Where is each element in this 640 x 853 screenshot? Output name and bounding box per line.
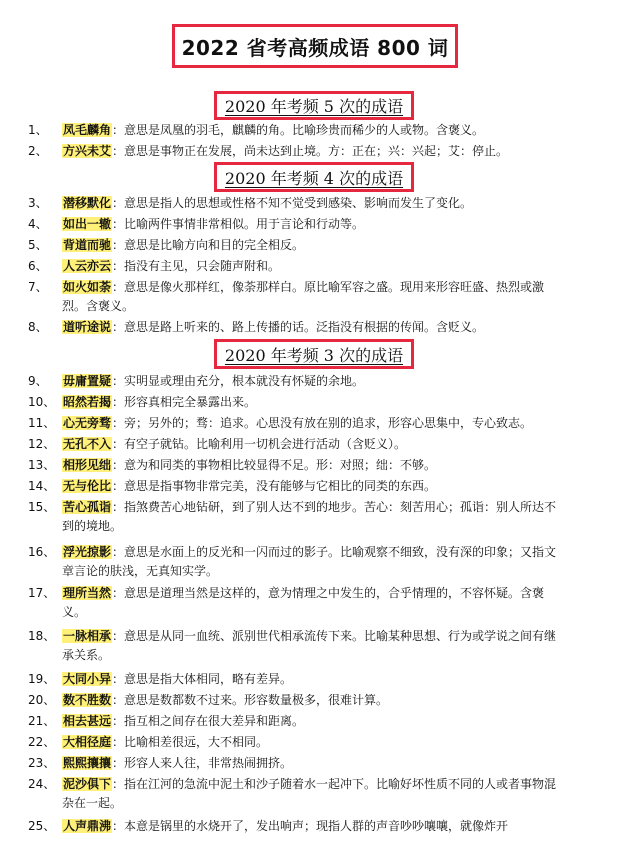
- idiom-term: 毋庸置疑: [63, 374, 112, 388]
- section-heading-text: 2020 年考频 4 次的成语: [224, 168, 404, 188]
- list-item: 6、 人云亦云：指没有主见，只会随声附和。: [62, 257, 562, 276]
- list-item: 2、 方兴未艾：意思是事物正在发展，尚未达到止境。方：正在；兴：兴起；艾：停止。: [62, 142, 562, 161]
- item-number: 9、: [28, 374, 48, 388]
- item-number: 12、: [28, 437, 56, 451]
- item-number: 8、: [28, 320, 48, 334]
- item-number: 6、: [28, 259, 48, 273]
- section-heading-5x: [214, 91, 414, 120]
- idiom-definition: 意思是像火那样红，像荼那样白。原比喻军容之盛。现用来形容旺盛、热烈或激烈。含褒义。: [62, 280, 545, 313]
- idiom-term: 浮光掠影: [63, 545, 112, 559]
- item-number: 17、: [28, 586, 56, 600]
- item-number: 19、: [28, 672, 56, 686]
- idiom-term: 相去甚远: [63, 714, 112, 728]
- idiom-definition: 形容真相完全暴露出来。: [124, 395, 257, 409]
- idiom-definition: 意为和同类的事物相比较显得不足。形：对照；绌：不够。: [124, 458, 437, 472]
- list-item: 11、 心无旁骛：旁；另外的；骛：追求。心思没有放在别的追求，形容心思集中，专心致志。: [62, 414, 562, 433]
- list-item: 3、 潜移默化：意思是指人的思想或性格不知不觉受到感染、影响而发生了变化。: [62, 194, 562, 213]
- list-item: 20、 数不胜数：意思是数都数不过来。形容数量极多，很难计算。: [62, 691, 562, 710]
- item-number: 10、: [28, 395, 56, 409]
- list-item: 1、 凤毛麟角：意思是凤凰的羽毛，麒麟的角。比喻珍贵而稀少的人或物。含褒义。: [62, 121, 562, 140]
- list-item: 19、 大同小异：意思是指大体相同，略有差异。: [62, 670, 562, 689]
- idiom-definition: 意思是从同一血统、派别世代相承流传下来。比喻某种思想、行为或学说之间有继承关系。: [62, 629, 557, 662]
- list-item: 17、 理所当然：意思是道理当然是这样的，意为情理之中发生的，合乎情理的，不容怀疑。含褒义。: [28, 586, 545, 619]
- idiom-definition: 本意是锅里的水烧开了，发出响声；现指人群的声音吵吵嚷嚷，就像炸开: [124, 819, 509, 833]
- idiom-definition: 形容人来人往，非常热闹拥挤。: [124, 756, 293, 770]
- idiom-definition: 意思是指事物非常完美，没有能够与它相比的同类的东西。: [124, 479, 437, 493]
- idiom-definition: 意思是指人的思想或性格不知不觉受到感染、影响而发生了变化。: [124, 196, 473, 210]
- item-number: 5、: [28, 238, 48, 252]
- item-number: 15、: [28, 500, 56, 514]
- item-number: 1、: [28, 123, 48, 137]
- list-item: 15、 苦心孤诣：指煞费苦心地钻研，到了别人达不到的地步。苦心：刻苦用心；孤诣：别人所达不到的境地。: [28, 500, 557, 533]
- section-heading-text: 2020 年考频 3 次的成语: [224, 345, 404, 365]
- idiom-term: 道听途说: [63, 320, 112, 334]
- list-item: 21、 相去甚远：指互相之间存在很大差异和距离。: [62, 712, 562, 731]
- item-number: 3、: [28, 196, 48, 210]
- item-number: 23、: [28, 756, 56, 770]
- item-number: 22、: [28, 735, 56, 749]
- idiom-definition: 意思是凤凰的羽毛，麒麟的角。比喻珍贵而稀少的人或物。含褒义。: [124, 123, 485, 137]
- idiom-term: 无与伦比: [63, 479, 112, 493]
- idiom-term: 心无旁骛: [63, 416, 112, 430]
- list-item: 22、 大相径庭：比喻相差很远，大不相同。: [62, 733, 562, 752]
- list-item: 10、 昭然若揭：形容真相完全暴露出来。: [62, 393, 562, 412]
- idiom-definition: 有空子就钻。比喻利用一切机会进行活动（含贬义）。: [124, 437, 407, 451]
- idiom-term: 大相径庭: [63, 735, 112, 749]
- item-number: 25、: [28, 819, 56, 833]
- list-item: 12、 无孔不入：有空子就钻。比喻利用一切机会进行活动（含贬义）。: [62, 435, 562, 454]
- item-number: 7、: [28, 280, 48, 294]
- idiom-definition: 意思是指大体相同，略有差异。: [124, 672, 293, 686]
- item-number: 24、: [28, 777, 56, 791]
- idiom-term: 相形见绌: [63, 458, 112, 472]
- idiom-term: 苦心孤诣: [63, 500, 112, 514]
- list-item: 18、 一脉相承：意思是从同一血统、派别世代相承流传下来。比喻某种思想、行为或学说之间有继承关系。: [28, 629, 557, 662]
- idiom-term: 昭然若揭: [63, 395, 112, 409]
- idiom-definition: 指煞费苦心地钻研，到了别人达不到的地步。苦心：刻苦用心；孤诣：别人所达不到的境地。: [62, 500, 557, 533]
- item-number: 16、: [28, 545, 56, 559]
- list-item: 16、 浮光掠影：意思是水面上的反光和一闪而过的影子。比喻观察不细致，没有深的印象；又指文章言论的肤浅，无真知实学。: [28, 545, 557, 578]
- list-item: 7、 如火如荼：意思是像火那样红，像荼那样白。原比喻军容之盛。现用来形容旺盛、热烈或激烈。含褒义。: [28, 280, 545, 313]
- idiom-definition: 实明显或理由充分，根本就没有怀疑的余地。: [124, 374, 365, 388]
- idiom-definition: 指在江河的急流中泥土和沙子随着水一起冲下。比喻好坏性质不同的人或者事物混杂在一起。: [62, 777, 557, 810]
- idiom-definition: 比喻两件事情非常相似。用于言论和行动等。: [124, 217, 365, 231]
- idiom-term: 人声鼎沸: [63, 819, 112, 833]
- item-number: 18、: [28, 629, 56, 643]
- idiom-definition: 指没有主见，只会随声附和。: [124, 259, 281, 273]
- idiom-term: 人云亦云: [63, 259, 112, 273]
- list-item: 8、 道听途说：意思是路上听来的、路上传播的话。泛指没有根据的传闻。含贬义。: [62, 318, 562, 337]
- list-item: 23、 熙熙攘攘：形容人来人往，非常热闹拥挤。: [62, 754, 562, 773]
- list-item: 13、 相形见绌：意为和同类的事物相比较显得不足。形：对照；绌：不够。: [62, 456, 562, 475]
- idiom-term: 数不胜数: [63, 693, 112, 707]
- list-item: 25、 人声鼎沸：本意是锅里的水烧开了，发出响声；现指人群的声音吵吵嚷嚷，就像炸开: [62, 817, 562, 836]
- item-number: 13、: [28, 458, 56, 472]
- item-number: 11、: [28, 416, 56, 430]
- idiom-term: 泥沙俱下: [63, 777, 112, 791]
- list-item: 14、 无与伦比：意思是指事物非常完美，没有能够与它相比的同类的东西。: [62, 477, 562, 496]
- idiom-definition: 旁；另外的；骛：追求。心思没有放在别的追求，形容心思集中，专心致志。: [124, 416, 533, 430]
- idiom-term: 背道而驰: [63, 238, 112, 252]
- idiom-term: 一脉相承: [63, 629, 112, 643]
- list-item: 24、 泥沙俱下：指在江河的急流中泥土和沙子随着水一起冲下。比喻好坏性质不同的人或者事物混杂在一起。: [28, 777, 557, 810]
- item-number: 20、: [28, 693, 56, 707]
- idiom-term: 如火如荼: [63, 280, 112, 294]
- item-number: 21、: [28, 714, 56, 728]
- list-item: 4、 如出一辙：比喻两件事情非常相似。用于言论和行动等。: [62, 215, 562, 234]
- idiom-definition: 意思是水面上的反光和一闪而过的影子。比喻观察不细致，没有深的印象；又指文章言论的肤浅，无真知实学。: [62, 545, 557, 578]
- section-heading-4x: [214, 162, 414, 192]
- section-heading-3x: [214, 339, 414, 369]
- item-number: 14、: [28, 479, 56, 493]
- idiom-term: 熙熙攘攘: [63, 756, 112, 770]
- idiom-definition: 意思是道理当然是这样的，意为情理之中发生的，合乎情理的，不容怀疑。含褒义。: [62, 586, 545, 619]
- idiom-definition: 意思是比喻方向和目的完全相反。: [124, 238, 305, 252]
- idiom-definition: 意思是路上听来的、路上传播的话。泛指没有根据的传闻。含贬义。: [124, 320, 485, 334]
- idiom-definition: 意思是数都数不过来。形容数量极多，很难计算。: [124, 693, 389, 707]
- idiom-term: 无孔不入: [63, 437, 112, 451]
- section-heading-text: 2020 年考频 5 次的成语: [224, 97, 404, 116]
- idiom-term: 凤毛麟角: [63, 123, 112, 137]
- idiom-term: 如出一辙: [63, 217, 112, 231]
- idiom-term: 方兴未艾: [63, 144, 112, 158]
- idiom-term: 大同小异: [63, 672, 112, 686]
- idiom-definition: 指互相之间存在很大差异和距离。: [124, 714, 305, 728]
- idiom-definition: 意思是事物正在发展，尚未达到止境。方：正在；兴：兴起；艾：停止。: [124, 144, 509, 158]
- idiom-definition: 比喻相差很远，大不相同。: [124, 735, 269, 749]
- idiom-term: 潜移默化: [63, 196, 112, 210]
- item-number: 2、: [28, 144, 48, 158]
- list-item: 5、 背道而驰：意思是比喻方向和目的完全相反。: [62, 236, 562, 255]
- item-number: 4、: [28, 217, 48, 231]
- idiom-term: 理所当然: [63, 586, 112, 600]
- list-item: 9、 毋庸置疑：实明显或理由充分，根本就没有怀疑的余地。: [62, 372, 562, 391]
- page-title: 2022 省考高频成语 800 词: [172, 24, 458, 68]
